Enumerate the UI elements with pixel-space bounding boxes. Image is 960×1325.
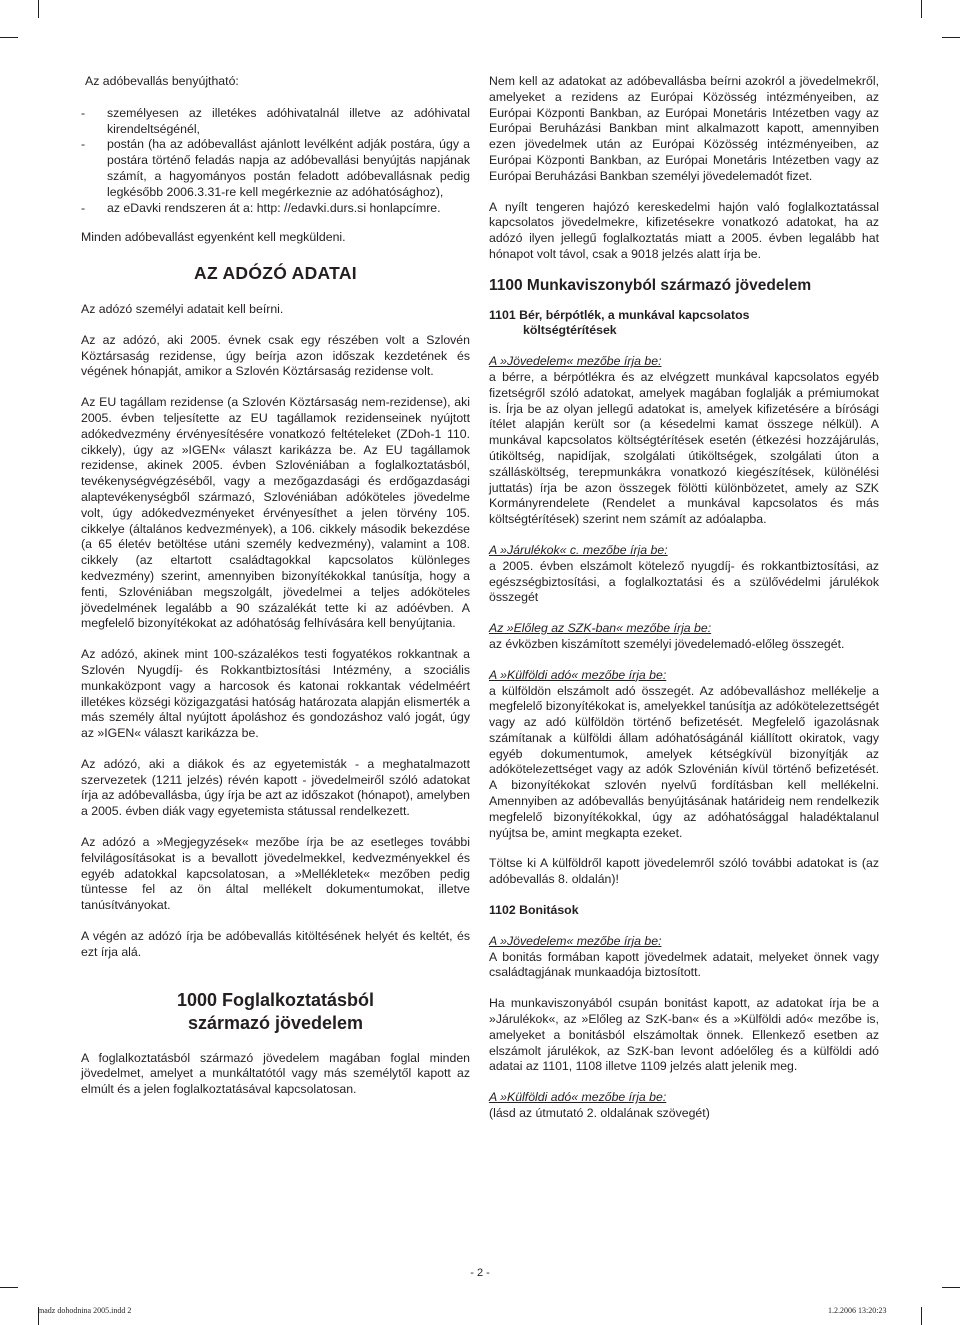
paragraph: Az adózó, akinek mint 100-százalékos testi fogyatékos rokkantnak a Szlovén Nyugdíj- és Rokkantbiztosítási Intézmény, a szociális munkaközpont vagy a harcosok és katonai rokkantak védelméért illetékes községi közigazgatási hatóság határozata alapján elismerték a más személy által nyújtott ápoláshoz és gondozáshoz való jogát, úgy az »IGEN« választ karikázza be. (81, 647, 470, 741)
heading-line: 1101 Bér, bérpótlék, a munkával kapcsolatos (489, 307, 750, 322)
field-label-contributions: A »Járulékok« c. mezőbe írja be: (489, 542, 668, 557)
crop-mark-bottom-right-v (921, 1307, 922, 1325)
paragraph: Nem kell az adatokat az adóbevallásba beírni azokról a jövedelmekről, amelyeket a rezidens az Európai Közösség intézményeiben, az Európai Központi Bankban, az Európai Monetáris Intézetben vagy az Európai Beruházási Bankban mint alkalmazott kapott, amennyiben ezen jövedelmek után az Európai Közösség intézményeiben, az Európai Központi Bankban, az Európai Monetáris Intézetben vagy az Európai Beruházási Bankban személyi jövedelemadót fizet. (489, 74, 879, 183)
paragraph: a külföldön elszámolt adó összegét. Az adóbevalláshoz mellékelje a megfelelő bizonyítékokat is, amelyekkel tanúsítja az adókötelezettségét vagy az adó külföldön történő befizetését. Megfelelő igazolásnak számítanak a külföldi állam adóhatóságánál kiállított okiratok, vagy egyéb dokumentumok, amelyek kétségkívül bizonyítják az adókötelezettséget vagy az adók Szlovénián kívül történő befizetését. A bizonyítékokat szlovén nyelvű fordításban kell mellékelni. Amennyiben az adóbevallás benyújtásának határideig nem rendelkezik megfelelő bizonyítékokkal, úgy az adóhatósággal haladéktalanul nyújtsa be, amint megkapta ezeket. (489, 683, 879, 840)
section-heading-1101 (489, 308, 879, 340)
list-item: - az eDavki rendszeren át a: http: //edavki.durs.si honlapcímre. (81, 201, 470, 217)
crop-mark-top-right-h (942, 37, 960, 38)
page-number: - 2 - (470, 1267, 490, 1279)
list-item: - személyesen az illetékes adóhivatalnál illetve az adóhivatal kirendeltségénél, (81, 106, 470, 138)
paragraph: A foglalkoztatásból származó jövedelem magában foglal minden jövedelmet, amelyet a munkáltatótól vagy más személytől kapott az elmúlt és a jelen foglalkoztatásával kapcsolatosan. (81, 1050, 470, 1097)
paragraph: Az adózó a »Megjegyzések« mezőbe írja be az esetleges további felvilágosításokat is a bevallott jövedelmekkel, kedvezményekkel és egyéb adatokkal kapcsolatosan, a »Mellékletek« mezőben pedig tüntesse fel az ön által mellékelt dokumentumokat, illetve tanúsítványokat. (81, 835, 470, 913)
paragraph: az évközben kiszámított személyi jövedelemadó-előleg összegét. (489, 636, 845, 651)
paragraph: a 2005. évben elszámolt kötelező nyugdíj- és rokkantbiztosítási, az egészségbiztosítási, a foglalkoztatási és a szülővédelmi járulékok összegét (489, 558, 879, 605)
heading-line: költségtérítések (523, 323, 617, 338)
send-individually-note: Minden adóbevallást egyenként kell megküldeni. (81, 230, 346, 245)
field-label-foreign-tax: A »Külföldi adó« mezőbe írja be: (489, 1090, 667, 1105)
section-heading-1100: 1100 Munkaviszonyból származó jövedelem (489, 276, 812, 294)
paragraph: A végén az adózó írja be adóbevallás kitöltésének helyét és keltét, és ezt írja alá. (81, 929, 470, 959)
list-item: - postán (ha az adóbevallást ajánlott levélként adják postára, úgy a postára történő feladás napja az adóbevallási benyújtás napjának számít, a hagyományos postán feladott adóbevallásnak pedig legkésőbb 2006.3.31-re kell megérkeznie az adóhatósághoz), (81, 137, 470, 200)
section-heading-employment-income: 1000 Foglalkoztatásból származó jövedelem (176, 989, 375, 1033)
field-label-income: A »Jövedelem« mezőbe írja be: (489, 354, 662, 369)
crop-mark-top-left-h (0, 37, 18, 38)
crop-mark-top-right-v (921, 0, 922, 18)
submission-intro: Az adóbevallás benyújtható: (85, 74, 239, 88)
footer-date: 1.2.2006 13:20:23 (828, 1306, 887, 1315)
paragraph: Az adózó személyi adatait kell beírni. (81, 301, 284, 316)
crop-mark-bottom-right-h (942, 1287, 960, 1288)
crop-mark-bottom-left-h (0, 1287, 18, 1288)
left-column (81, 74, 470, 1113)
paragraph: Ha munkaviszonyából csupán bonitást kapott, az adatokat írja be a »Járulékok«, az »Előleg az SzK-ban« és a »Külföldi adó« mezőbe is, amelyeket a bonitásból elszámoltak önnek. Ellenkező esetben az elszámolt járulékok, az SzK-ban levont adóelőleg és a külföldi adó adatai az 1101, 1108 illetve 1109 jelzés alatt jelenik meg. (489, 996, 879, 1074)
paragraph: Az EU tagállam rezidense (a Szlovén Köztársaság nem-rezidense), aki 2005. évben teljesítette az EU tagállamok rezidenseinek nyújtott adókedvezmény érvényesítésére vonatkozó feltételeket (ZDoh-1 110. cikkely), úgy az »IGEN« választ karikázza be. Az EU tagállamok rezidense, akinek 2005. évben Szlovéniában a foglalkoztatásból, tevékenységvégzéséből, vagy a mezőgazdasági és erdőgazdasági alaptevékenységből származó, Szlovéniában adóköteles jövedelme volt, úgy adókedvezményeket érvényesíthet a jelen törvény 105. cikkelye (általános kedvezmények), a 106. cikkely második bekezdése (a 65 életév betöltése utáni személy kedvezmény), valamint a 108. cikkely (az eltartott családtagokkal kapcsolatos különleges kedvezmény) szerint, amennyiben bizonyítékokkal tanúsítja, hogy a fenti, Szlovéniában megszolgált, jövedelmei a teljes adóköteles jövedelmének legalább a 90 százalékát tette ki az adóévben. A megfelelő bizonyítékokat az adóhatóság felhívására kell benyújtania. (81, 395, 470, 631)
paragraph: (lásd az útmutató 2. oldalának szövegét) (489, 1106, 710, 1121)
section-heading-taxpayer-data: AZ ADÓZÓ ADATAI (194, 263, 357, 284)
field-label-advance: Az »Előleg az SZK-ban« mezőbe írja be: (489, 621, 712, 636)
right-column (489, 74, 879, 1137)
paragraph: a bérre, a bérpótlékra és az elvégzett munkával kapcsolatos egyéb fizetségről szóló adatokat, amelyek magában foglalják a prémiumokat is. Írja be az olyan jellegű adatokat is, amelyek kifizetésére a bírósági ítélet alapján került sor (a késedelmi kamat összege nélkül). A munkával kapcsolatos költségtérítések esetén (étkezési hozzájárulás, útiköltség, napidíjak, szolgálati útiköltségek, szolgálati úton a szállásköltség, terepmunkákra vonatkozó kiegészítések, különélési juttatás) írja be azon összegek fölötti különbözetet, amely az SZK Kormányrendelete (Rendelet a munkával kapcsolatos és más költségtérítések) szerint nem számít az adóalapba. (489, 369, 879, 527)
submission-methods-list (81, 106, 470, 217)
paragraph: A nyílt tengeren hajózó kereskedelmi hajón való foglalkoztatással kapcsolatos jövedelmekre, kifizetésekre vonatkozó adatokat, ha az adózó ilyen jellegű foglalkoztatás miatt a 2005. évben legalább hat hónapot volt távol, csak a 9018 jelzés alatt írja be. (489, 199, 879, 261)
paragraph: A bonitás formában kapott jövedelmek adatait, melyeket önnek vagy családtagjának munkaadója biztosított. (489, 949, 879, 980)
section-heading-1102: 1102 Bonitások (489, 903, 579, 918)
paragraph: Töltse ki A külföldről kapott jövedelemről szóló további adatokat is (az adóbevallás 8. oldalán)! (489, 856, 879, 887)
crop-mark-top-left-v (38, 0, 39, 18)
field-label-foreign-tax: A »Külföldi adó« mezőbe írja be: (489, 667, 667, 682)
footer-file-name: madz dohodnina 2005.indd 2 (38, 1306, 132, 1315)
paragraph: Az adózó, aki a diákok és az egyetemisták - a meghatalmazott szervezetek (1211 jelzés) révén kapott - jövedelmeiről szóló adatokat írja az adóbevallásba, úgy írja be azt az időszakot (hónapot), amelyben a 2005. évben diák vagy egyetemista státussal rendelkezett. (81, 756, 470, 819)
field-label-income: A »Jövedelem« mezőbe írja be: (489, 933, 662, 948)
paragraph: Az az adózó, aki 2005. évnek csak egy részében volt a Szlovén Köztársaság rezidense, úgy beírja azon időszak kezdetének és végének hónapját, amikor a Szlovén Köztársaság rezidense volt. (81, 332, 470, 379)
